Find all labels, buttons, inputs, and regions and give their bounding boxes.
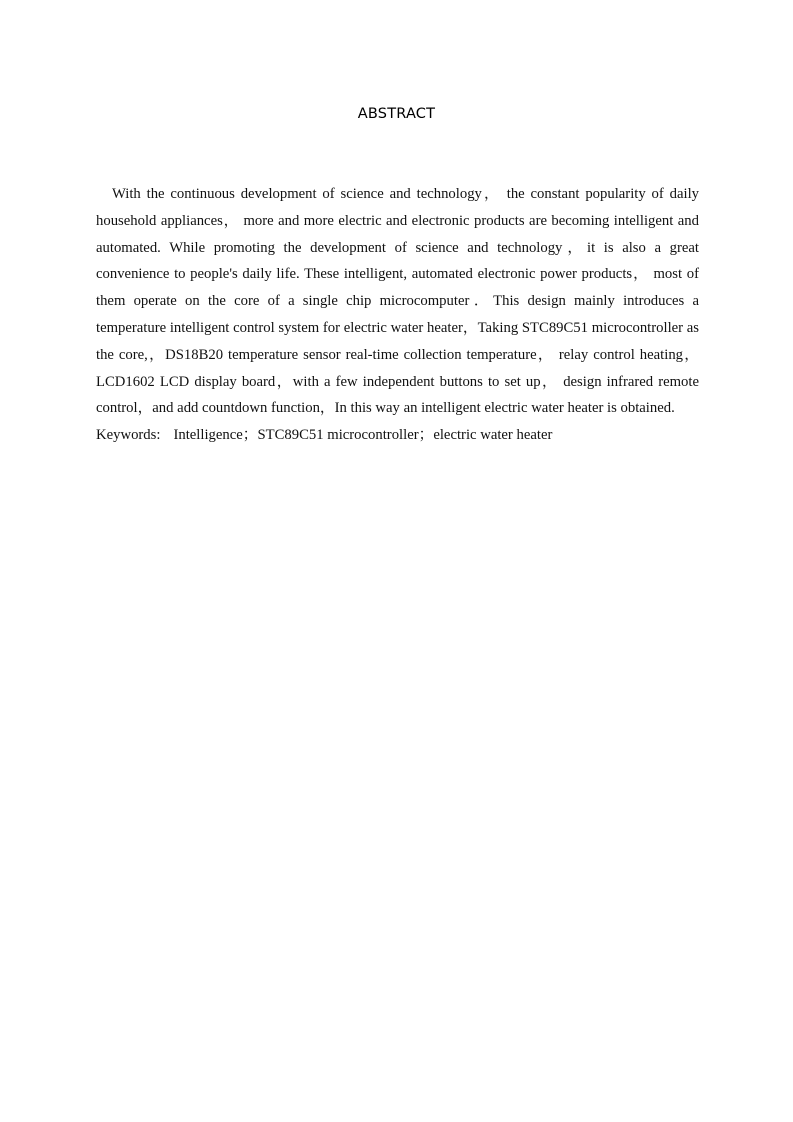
abstract-paragraph: With the continuous development of science and technology， the constant popularity of daily household appliances， more and more electric and electronic products are becoming intelligent and automated. While promoting the development of science and technology，it is also a great convenience to people's daily life. These intelligent, automated electronic power products， most of them operate on the core of a single chip microcomputer．This design mainly introduces a temperature intelligent control system for electric water heater，Taking STC89C51 microcontroller as the core,，DS18B20 temperature sensor real-time collection temperature， relay control heating， LCD1602 LCD display board，with a few independent buttons to set up， design infrared remote control，and add countdown function，In this way an intelligent electric water heater is obtained.: [96, 186, 699, 417]
keyword-item: electric water heater: [433, 427, 553, 444]
keyword-separator: ；: [242, 427, 258, 444]
abstract-body: [96, 181, 699, 449]
keyword-item: STC89C51 microcontroller: [257, 427, 419, 444]
keywords-label: Keywords:: [96, 427, 161, 444]
keyword-item: Intelligence: [173, 427, 243, 444]
keywords-line: [96, 422, 699, 449]
abstract-title: ABSTRACT: [357, 106, 436, 122]
keyword-separator: ；: [418, 427, 434, 444]
